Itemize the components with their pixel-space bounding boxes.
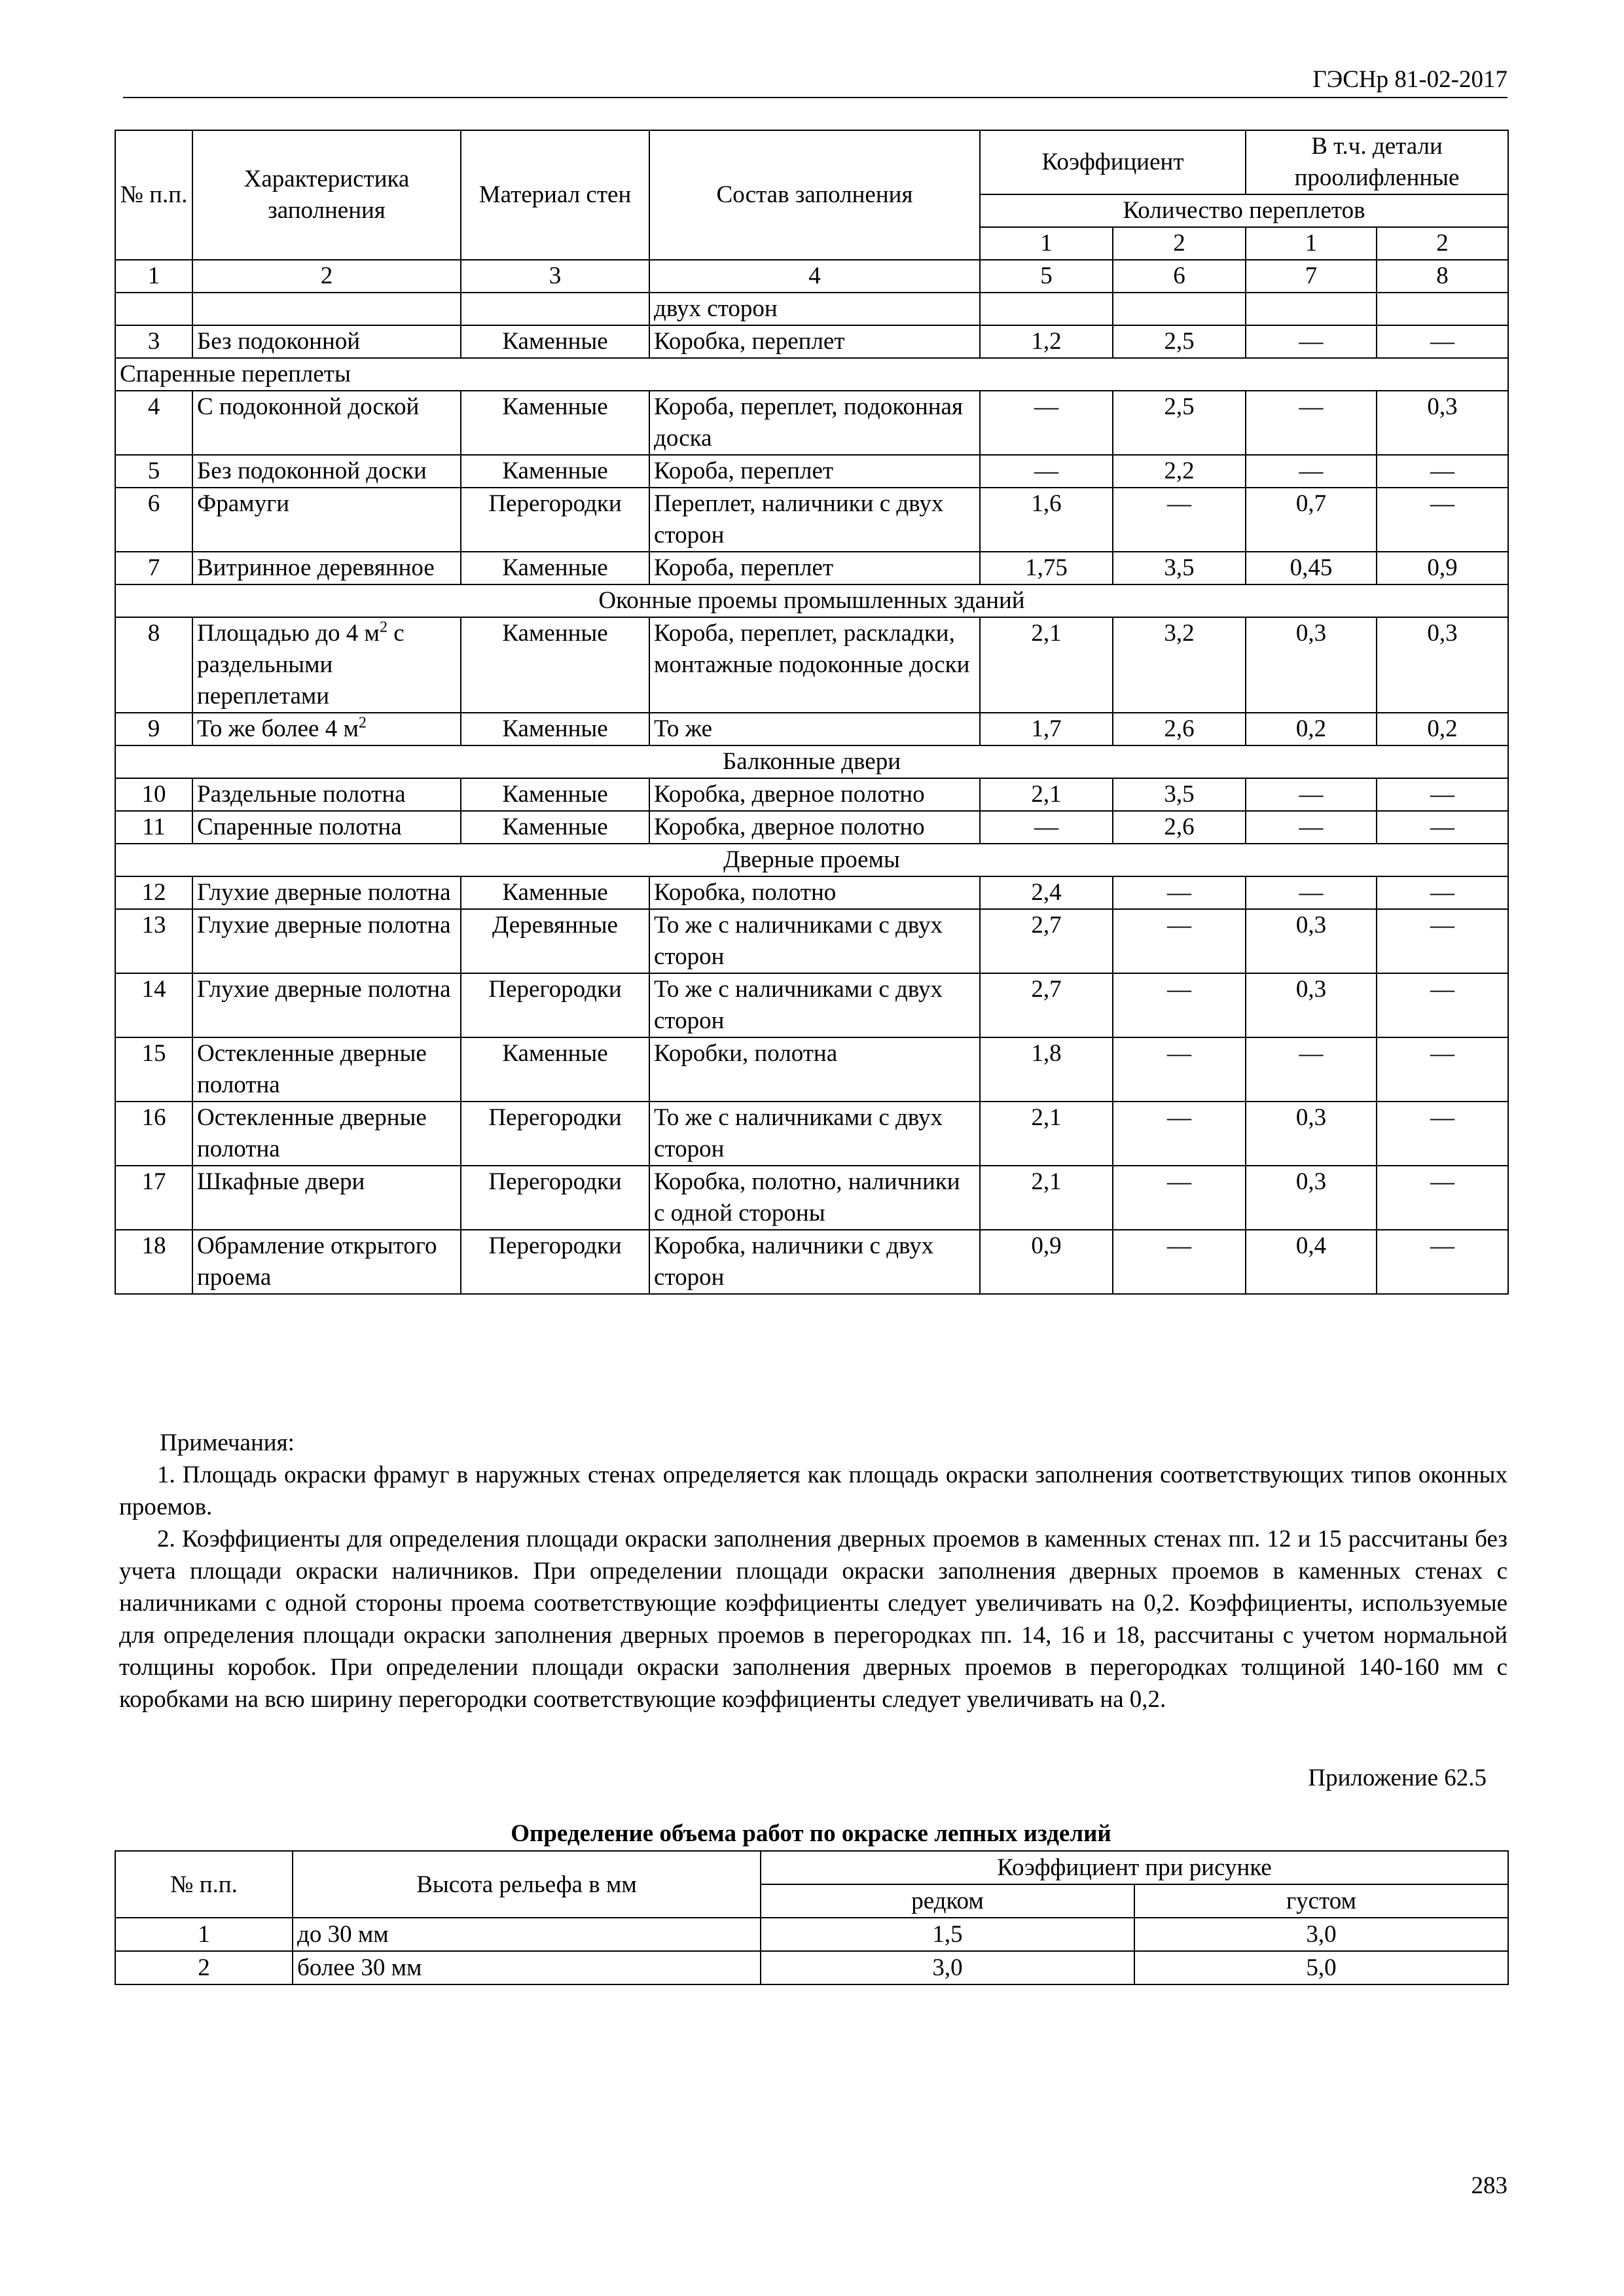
table-row [115, 909, 1508, 973]
table-row [115, 391, 1508, 455]
cell-material: Перегородки [461, 1102, 649, 1166]
superscript: 2 [358, 714, 367, 732]
table-row [115, 973, 1508, 1037]
table2-title: Определение объема работ по окраске лепных изделий [511, 1820, 1111, 1847]
t2-cell-sparse: 3,0 [761, 1951, 1134, 1984]
header-sash-count: Количество переплетов [980, 194, 1508, 227]
cell-detail-1: — [1246, 876, 1377, 909]
cell-coef-1: — [980, 391, 1113, 455]
fill-coefficients-table [115, 130, 1509, 1295]
column-number: 6 [1113, 260, 1246, 293]
cell-material: Каменные [461, 552, 649, 584]
note-1: 1. Площадь окраски фрамуг в наружных стенах определяется как площадь окраски заполнения соответствующих типов оконных проемов. [119, 1462, 1507, 1520]
t2-header-num: № п.п. [115, 1851, 293, 1918]
cell-detail-2: — [1377, 973, 1508, 1037]
t2-header-sparse: редком [761, 1884, 1134, 1918]
cell-num: 15 [115, 1037, 192, 1102]
table-row [115, 876, 1508, 909]
table-row [115, 1037, 1508, 1102]
cell-material: Каменные [461, 811, 649, 844]
cell-coef-1: 2,4 [980, 876, 1113, 909]
cell-num: 4 [115, 391, 192, 455]
t2-cell-sparse: 1,5 [761, 1918, 1134, 1951]
cell-detail-2: 0,3 [1377, 391, 1508, 455]
cell-coef-2: 2,6 [1113, 811, 1246, 844]
cell-coef-1: 2,1 [980, 617, 1113, 713]
cell-composition: Коробка, полотно [649, 876, 980, 909]
cell-detail-2: — [1377, 325, 1508, 358]
cell-detail-1: 0,3 [1246, 617, 1377, 713]
table-row [115, 713, 1508, 745]
cell-coef-2: — [1113, 973, 1246, 1037]
cell-characteristic: Глухие дверные полотна [192, 973, 461, 1037]
cell-composition: То же с наличниками с двух сторон [649, 909, 980, 973]
table-row [115, 325, 1508, 358]
cell-characteristic: Без подоконной [192, 325, 461, 358]
cell-detail-1: — [1246, 455, 1377, 488]
header-sub: 2 [1113, 227, 1246, 260]
cell-composition: Короба, переплет [649, 552, 980, 584]
header-including: В т.ч. детали проолифленные [1246, 130, 1508, 194]
cell-coef-2: — [1113, 1037, 1246, 1102]
cell-detail-1: 0,3 [1246, 1102, 1377, 1166]
t2-cell-dense: 5,0 [1134, 1951, 1508, 1984]
header-wall-material: Материал стен [461, 130, 649, 260]
cell-detail-2: — [1377, 909, 1508, 973]
cell-detail-2: — [1377, 1166, 1508, 1230]
t2-header-coef: Коэффициент при рисунке [761, 1851, 1508, 1884]
page-number: 283 [1471, 2172, 1507, 2199]
table-row [115, 1918, 1508, 1951]
cell-material: Каменные [461, 391, 649, 455]
table-row [115, 617, 1508, 713]
cell-characteristic-rest: с раздельными переплетами [197, 620, 405, 709]
cell-coef-1: 2,1 [980, 1102, 1113, 1166]
continuation-row [115, 293, 1508, 325]
cell-coef-1: 2,1 [980, 1166, 1113, 1230]
cell-coef-1: 1,8 [980, 1037, 1113, 1102]
cell-material: Каменные [461, 713, 649, 745]
appendix-label: Приложение 62.5 [1308, 1765, 1487, 1791]
cell-coef-2: 3,2 [1113, 617, 1246, 713]
section-row [115, 584, 1508, 617]
cell-characteristic: Спаренные полотна [192, 811, 461, 844]
column-number: 2 [192, 260, 461, 293]
cell-characteristic: Без подоконной доски [192, 455, 461, 488]
cell-characteristic [192, 617, 461, 713]
column-number: 1 [115, 260, 192, 293]
cell-characteristic-text: То же более 4 м [197, 715, 359, 742]
cell-detail-1: 0,2 [1246, 713, 1377, 745]
notes-title: Примечания: [160, 1429, 295, 1456]
cell-composition: Коробка, дверное полотно [649, 778, 980, 811]
table-row [115, 455, 1508, 488]
cell-composition: Короба, переплет [649, 455, 980, 488]
cell-coef-1: 0,9 [980, 1230, 1113, 1294]
cell-coef-1: 1,6 [980, 488, 1113, 552]
cell-detail-2: — [1377, 1230, 1508, 1294]
cell-material: Перегородки [461, 973, 649, 1037]
cell-coef-2: 2,6 [1113, 713, 1246, 745]
header-sub: 1 [980, 227, 1113, 260]
cell-composition: Коробки, полотна [649, 1037, 980, 1102]
cell-coef-1: 2,7 [980, 973, 1113, 1037]
cell-characteristic: Раздельные полотна [192, 778, 461, 811]
cell-material: Перегородки [461, 488, 649, 552]
column-number: 3 [461, 260, 649, 293]
cell-detail-2: — [1377, 1102, 1508, 1166]
cell-num: 18 [115, 1230, 192, 1294]
cell-num: 3 [115, 325, 192, 358]
table-row [115, 811, 1508, 844]
column-number: 7 [1246, 260, 1377, 293]
column-numbers-row [115, 260, 1508, 293]
cell-detail-2: 0,9 [1377, 552, 1508, 584]
t2-cell-height: до 30 мм [293, 1918, 761, 1951]
cell-detail-2: — [1377, 811, 1508, 844]
cell-detail-2: 0,2 [1377, 713, 1508, 745]
cell-num: 9 [115, 713, 192, 745]
cell-coef-2: 2,5 [1113, 391, 1246, 455]
cell-num: 14 [115, 973, 192, 1037]
cell-detail-2: — [1377, 1037, 1508, 1102]
cell-characteristic: Глухие дверные полотна [192, 909, 461, 973]
cell-num: 8 [115, 617, 192, 713]
cell-detail-2: — [1377, 876, 1508, 909]
cell-detail-1: 0,3 [1246, 909, 1377, 973]
section-balcony-doors: Балконные двери [115, 745, 1508, 778]
header-sub: 1 [1246, 227, 1377, 260]
cell-composition: Короба, переплет, подоконная доска [649, 391, 980, 455]
cell-composition: Короба, переплет, раскладки, монтажные подоконные доски [649, 617, 980, 713]
cell-characteristic: Фрамуги [192, 488, 461, 552]
section-industrial-windows: Оконные проемы промышленных зданий [115, 584, 1508, 617]
cell-detail-1: — [1246, 811, 1377, 844]
cell-detail-2: — [1377, 778, 1508, 811]
cell-num: 17 [115, 1166, 192, 1230]
section-row [115, 745, 1508, 778]
superscript: 2 [379, 619, 388, 636]
cell-characteristic [192, 713, 461, 745]
cell-detail-1: 0,4 [1246, 1230, 1377, 1294]
cell-detail-1: 0,3 [1246, 973, 1377, 1037]
t2-cell-num: 2 [115, 1951, 293, 1984]
cell-detail-2: — [1377, 488, 1508, 552]
cell-material: Деревянные [461, 909, 649, 973]
cell-detail-2: — [1377, 455, 1508, 488]
column-number: 5 [980, 260, 1113, 293]
cell-composition: Коробка, полотно, наличники с одной стороны [649, 1166, 980, 1230]
cell-composition: Переплет, наличники с двух сторон [649, 488, 980, 552]
column-number: 4 [649, 260, 980, 293]
header-coefficient: Коэффициент [980, 130, 1246, 194]
cell-material: Каменные [461, 1037, 649, 1102]
cell-material: Каменные [461, 325, 649, 358]
header-characteristic: Характеристика заполнения [192, 130, 461, 260]
t2-cell-num: 1 [115, 1918, 293, 1951]
table-row [115, 778, 1508, 811]
section-paired-sashes: Спаренные переплеты [115, 358, 1508, 391]
cell-num: 11 [115, 811, 192, 844]
cell-composition: То же с наличниками с двух сторон [649, 973, 980, 1037]
notes-block [119, 1427, 1507, 1715]
t2-header-height: Высота рельефа в мм [293, 1851, 761, 1918]
cell-num: 6 [115, 488, 192, 552]
document-code: ГЭСНр 81-02-2017 [1312, 66, 1507, 93]
cell-num: 16 [115, 1102, 192, 1166]
cell-detail-1: — [1246, 391, 1377, 455]
t2-cell-dense: 3,0 [1134, 1918, 1508, 1951]
cell-material: Перегородки [461, 1166, 649, 1230]
cell-coef-1: 1,7 [980, 713, 1113, 745]
cell-coef-1: 2,7 [980, 909, 1113, 973]
cell-characteristic: С подоконной доской [192, 391, 461, 455]
t2-cell-height: более 30 мм [293, 1951, 761, 1984]
cell-coef-1: 2,1 [980, 778, 1113, 811]
cell-coef-2: — [1113, 876, 1246, 909]
cell-coef-2: — [1113, 1166, 1246, 1230]
cell-coef-2: 2,2 [1113, 455, 1246, 488]
cell-coef-2: — [1113, 488, 1246, 552]
cell-material: Каменные [461, 778, 649, 811]
cell-composition: Коробка, наличники с двух сторон [649, 1230, 980, 1294]
cell-coef-2: 2,5 [1113, 325, 1246, 358]
table-row [115, 1230, 1508, 1294]
cell-detail-1: — [1246, 325, 1377, 358]
cell-num: 5 [115, 455, 192, 488]
cell-material: Каменные [461, 876, 649, 909]
note-2: 2. Коэффициенты для определения площади окраски заполнения дверных проемов в каменных стенах пп. 12 и 15 рассчитаны без учета площади окраски наличников. При определении площади окраски заполнения дверных проемов в каменных стенах с наличниками с одной стороны проема соответствующие коэффициенты следует увеличивать на 0,2. Коэффициенты, используемые для определения площади окраски заполнения дверных проемов в перегородках пп. 14, 16 и 18, рассчитаны с учетом нормальной толщины коробок. При определении площади окраски заполнения дверных проемов в перегородках толщиной 140-160 мм с коробками на всю ширину перегородки соответствующие коэффициенты следует увеличивать на 0,2. [119, 1526, 1507, 1713]
cell-num: 13 [115, 909, 192, 973]
cell-composition: Коробка, переплет [649, 325, 980, 358]
cell-coef-2: 3,5 [1113, 778, 1246, 811]
t2-header-dense: густом [1134, 1884, 1508, 1918]
cell-composition: То же с наличниками с двух сторон [649, 1102, 980, 1166]
header-rule [123, 97, 1507, 98]
header-sub: 2 [1377, 227, 1508, 260]
cell-num: 7 [115, 552, 192, 584]
cell-coef-2: — [1113, 1102, 1246, 1166]
cell-detail-1: 0,7 [1246, 488, 1377, 552]
cell-coef-1: — [980, 455, 1113, 488]
cell-characteristic: Шкафные двери [192, 1166, 461, 1230]
cell-detail-1: 0,3 [1246, 1166, 1377, 1230]
cell-composition: Коробка, дверное полотно [649, 811, 980, 844]
table-row [115, 1951, 1508, 1984]
cell-characteristic: Остекленные дверные полотна [192, 1102, 461, 1166]
section-row [115, 844, 1508, 876]
cell-detail-1: 0,45 [1246, 552, 1377, 584]
continuation-text: двух сторон [649, 293, 980, 325]
table-row [115, 488, 1508, 552]
cell-coef-2: — [1113, 909, 1246, 973]
cell-characteristic: Глухие дверные полотна [192, 876, 461, 909]
cell-characteristic: Витринное деревянное [192, 552, 461, 584]
cell-coef-2: 3,5 [1113, 552, 1246, 584]
section-row [115, 358, 1508, 391]
table-row [115, 552, 1508, 584]
cell-coef-2: — [1113, 1230, 1246, 1294]
table-row [115, 1102, 1508, 1166]
cell-coef-1: 1,75 [980, 552, 1113, 584]
cell-characteristic-text: Площадью до 4 м [197, 620, 380, 647]
cell-num: 10 [115, 778, 192, 811]
cell-detail-1: — [1246, 778, 1377, 811]
cell-characteristic: Остекленные дверные полотна [192, 1037, 461, 1102]
cell-detail-2: 0,3 [1377, 617, 1508, 713]
cell-num: 12 [115, 876, 192, 909]
cell-material: Каменные [461, 617, 649, 713]
cell-material: Каменные [461, 455, 649, 488]
cell-composition: То же [649, 713, 980, 745]
cell-coef-1: 1,2 [980, 325, 1113, 358]
cell-detail-1: — [1246, 1037, 1377, 1102]
header-composition: Состав заполнения [649, 130, 980, 260]
cell-characteristic: Обрамление открытого проема [192, 1230, 461, 1294]
stucco-painting-table [115, 1850, 1509, 1985]
cell-coef-1: — [980, 811, 1113, 844]
section-door-openings: Дверные проемы [115, 844, 1508, 876]
cell-material: Перегородки [461, 1230, 649, 1294]
table-row [115, 1166, 1508, 1230]
column-number: 8 [1377, 260, 1508, 293]
header-num: № п.п. [115, 130, 192, 260]
